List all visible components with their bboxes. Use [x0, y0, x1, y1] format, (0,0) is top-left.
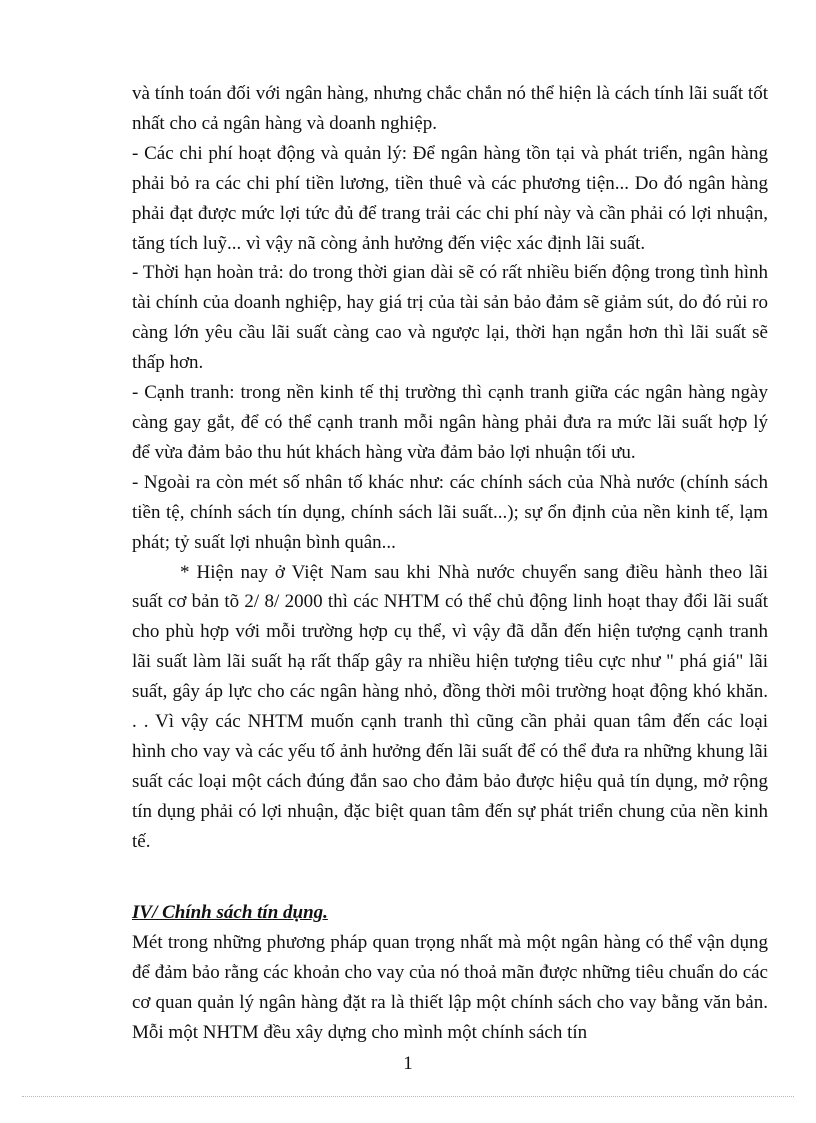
paragraph-repayment-term: - Thời hạn hoàn trả: do trong thời gian dài sẽ có rất nhiều biến động trong tình hình tài chính của doanh nghiệp, hay giá trị của tài sản bảo đảm sẽ giảm sút, do đó rủi ro càng lớn yêu cầu lãi suất càng cao và ngược lại, thời hạn ngắn hơn thì lãi suất sẽ thấp hơn. [132, 262, 768, 374]
paragraph-vietnam-note: * Hiện nay ở Việt Nam sau khi Nhà nước chuyển sang điều hành theo lãi suất cơ bản tõ 2/ 8/ 2000 thì các NHTM có thể chủ động linh hoạt thay đổi lãi suất cho phù hợp với mỗi trường hợp cụ thể, vì vậy đã dẫn đến hiện tượng cạnh tranh lãi suất làm lãi suất hạ rất thấp gây ra nhiều hiện tượng tiêu cực như " phá giá" lãi suất, gây áp lực cho các ngân hàng nhỏ, đồng thời môi trường hoạt động khó khăn. . . Vì vậy các NHTM muốn cạnh tranh thì cũng cần phải quan tâm đến các loại hình cho vay và các yếu tố ảnh hưởng đến lãi suất để có thể đưa ra những khung lãi suất các loại một cách đúng đắn sao cho đảm bảo được hiệu quả tín dụng, mở rộng tín dụng phải có lợi nhuận, đặc biệt quan tâm đến sự phát triển chung của nền kinh tế. [132, 561, 768, 852]
paragraph-competition: - Cạnh tranh: trong nền kinh tế thị trường thì cạnh tranh giữa các ngân hàng ngày càng gay gắt, để có thể cạnh tranh mỗi ngân hàng phải đưa ra mức lãi suất hợp lý để vừa đảm bảo thu hút khách hàng vừa đảm bảo lợi nhuận tối ưu. [132, 382, 768, 463]
section-heading: IV/ Chính sách tín dụng. [132, 902, 328, 923]
page-number: 1 [403, 1053, 413, 1074]
section-text [132, 928, 768, 1048]
body-text [132, 79, 768, 857]
paragraph-other-factors: - Ngoài ra còn mét số nhân tố khác như: các chính sách của Nhà nước (chính sách tiền tệ, chính sách tín dụng, chính sách lãi suất...); sự ổn định của nền kinh tế, lạm phát; tỷ suất lợi nhuận bình quân... [132, 471, 768, 553]
paragraph-credit-policy: Mét trong những phương pháp quan trọng nhất mà một ngân hàng có thể vận dụng để đảm bảo rằng các khoản cho vay của nó thoả mãn được những tiêu chuẩn do các cơ quan quản lý ngân hàng đặt ra là thiết lập một chính sách cho vay bằng văn bản. Mỗi một NHTM đều xây dựng cho mình một chính sách tín [132, 932, 768, 1043]
paragraph-interest-calculation: và tính toán đối với ngân hàng, nhưng chắc chắn nó thể hiện là cách tính lãi suất tốt nhất cho cả ngân hàng và doanh nghiệp. [132, 83, 768, 134]
footer-divider [22, 1096, 794, 1097]
paragraph-operating-costs: - Các chi phí hoạt động và quản lý: Để ngân hàng tồn tại và phát triển, ngân hàng phải bỏ ra các chi phí tiền lương, tiền thuê và các phương tiện... Do đó ngân hàng phải đạt được mức lợi tức đủ để trang trải các chi phí này và cần phải có lợi nhuận, tăng tích luỹ... vì vậy nã còng ảnh hưởng đến việc xác định lãi suất. [132, 142, 768, 254]
